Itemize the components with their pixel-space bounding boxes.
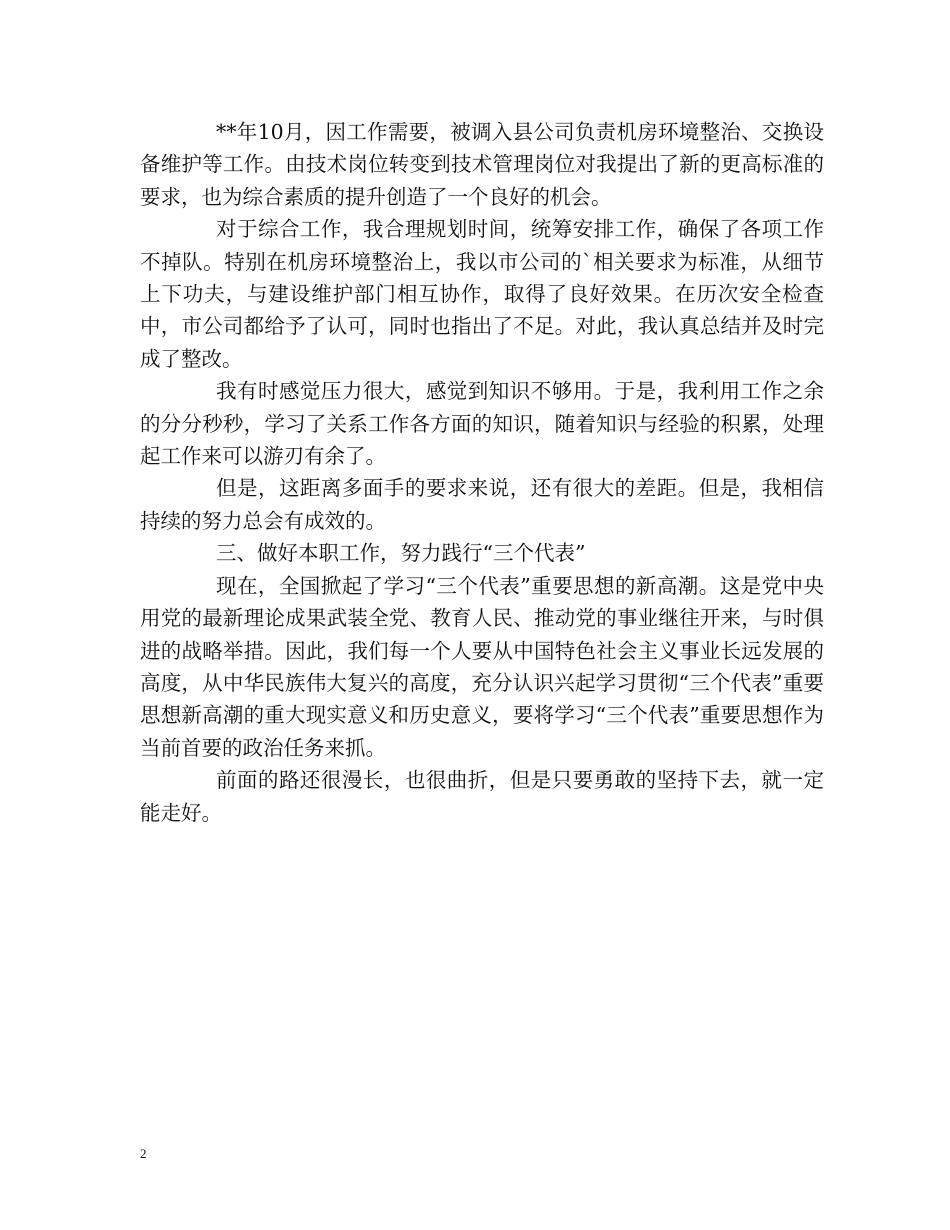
page-number: 2 [140,1146,147,1161]
paragraph-4: 但是，这距离多面手的要求来说，还有很大的差距。但是，我相信持续的努力总会有成效的。 [140,476,824,533]
paragraph-6: 前面的路还很漫长，也很曲折，但是只要勇敢的坚持下去，就一定能走好。 [140,768,824,825]
paragraph-1: **年10月，因工作需要，被调入县公司负责机房环境整治、交换设备维护等工作。由技术岗位转变到技术管理岗位对我提出了新的更高标准的要求，也为综合素质的提升创造了一个良好的机会。 [140,120,824,209]
document-body [140,116,824,829]
paragraph-5: 现在，全国掀起了学习“三个代表”重要思想的新高潮。这是党中央用党的最新理论成果武装全党、教育人民、推动党的事业继往开来，与时俱进的战略举措。因此，我们每一个人要从中国特色社会主义事业长远发展的高度，从中华民族伟大复兴的高度，充分认识兴起学习贯彻“三个代表”重要思想新高潮的重大现实意义和历史意义，要将学习“三个代表”重要思想作为当前首要的政治任务来抓。 [140,573,824,760]
paragraph-3: 我有时感觉压力很大，感觉到知识不够用。于是，我利用工作之余的分分秒秒，学习了关系工作各方面的知识，随着知识与经验的积累，处理起工作来可以游刃有余了。 [140,379,824,469]
paragraph-2: 对于综合工作，我合理规划时间，统筹安排工作，确保了各项工作不掉队。特别在机房环境整治上，我以市公司的`相关要求为标准，从细节上下功夫，与建设维护部门相互协作，取得了良好效果。在历次安全检查中，市公司都给予了认可，同时也指出了不足。对此，我认真总结并及时完成了整改。 [140,217,824,371]
section-heading: 三、做好本职工作，努力践行“三个代表” [216,541,586,566]
